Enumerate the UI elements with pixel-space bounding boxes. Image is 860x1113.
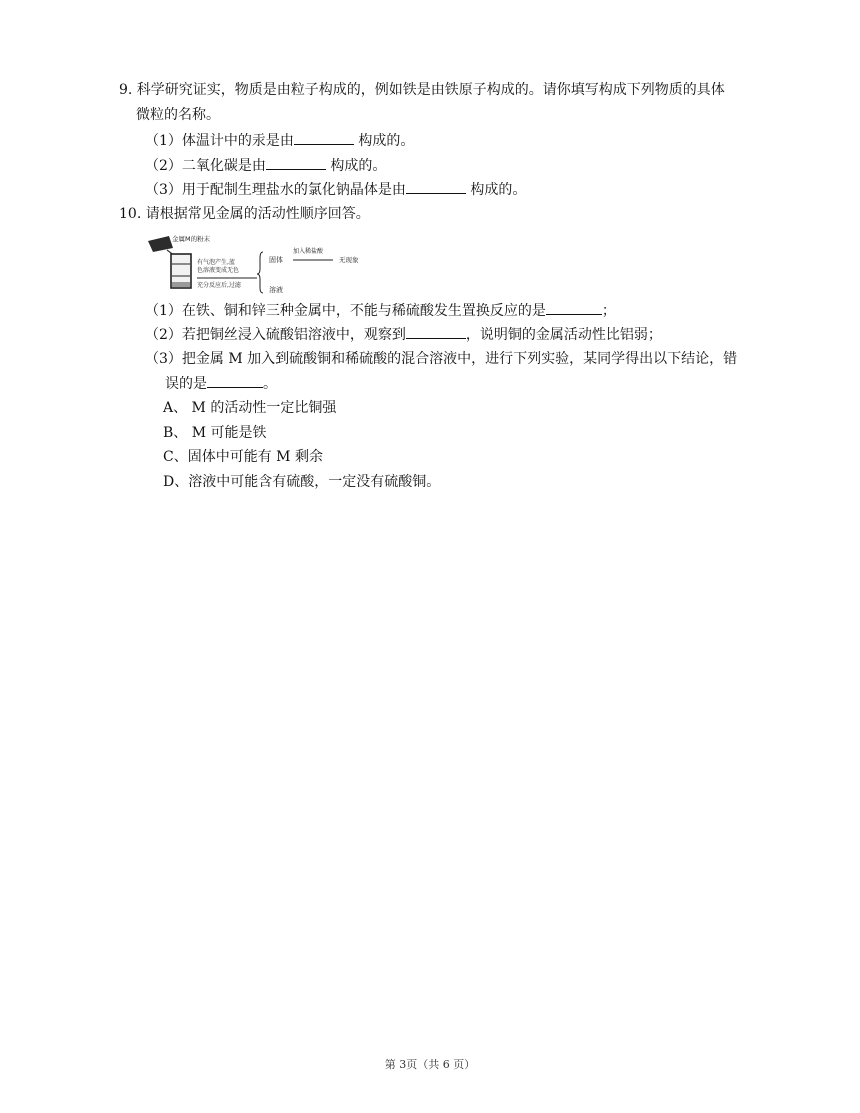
q9-item-1-suffix: 构成的。 [353, 133, 415, 149]
q10-item-1-suffix: ； [601, 303, 616, 319]
q10-item-1-text: （1）在铁、铜和锌三种金属中，不能与稀硫酸发生置换反应的是 [145, 303, 546, 319]
label-add-acid: 加入稀盐酸 [293, 248, 324, 255]
q9-item-2-text: （2）二氧化碳是由 [145, 158, 266, 174]
q9-item-3-text: （3）用于配制生理盐水的氯化钠晶体是由 [145, 182, 406, 198]
option-b: B、 M 可能是铁 [163, 425, 267, 441]
answer-blank[interactable] [406, 324, 466, 339]
q10-item-2-text: （2）若把铜丝浸入硫酸铝溶液中，观察到 [145, 327, 406, 343]
q9-item-2-suffix: 构成的。 [325, 158, 387, 174]
answer-blank[interactable] [406, 179, 466, 194]
page-footer: 第 3页（共 6 页） [384, 1058, 476, 1071]
label-metal: 金属M的粉末 [172, 235, 211, 243]
option-c: C、固体中可能有 M 剩余 [163, 449, 323, 465]
answer-blank[interactable] [546, 300, 602, 315]
answer-blank[interactable] [207, 373, 263, 388]
q9-intro-line2: 微粒的名称。 [136, 107, 220, 123]
option-d: D、溶液中可能含有硫酸，一定没有硫酸铜。 [163, 474, 441, 490]
experiment-diagram [145, 232, 393, 294]
q10-item-3-line2 [165, 373, 277, 394]
q10-item-3-text: 误的是 [165, 376, 207, 392]
q9-intro-line1: 9. 科学研究证实，物质是由粒子构成的，例如铁是由铁原子构成的。请你填写构成下列物质的具体 [119, 82, 725, 98]
q10-item-3-line1: （3）把金属 M 加入到硫酸铜和稀硫酸的混合溶液中，进行下列实验，某同学得出以下结论，错 [145, 351, 738, 367]
option-a: A、 M 的活动性一定比铜强 [163, 400, 337, 416]
label-solid: 固体 [269, 256, 283, 264]
q9-item-1 [145, 130, 414, 151]
q9-item-2 [145, 155, 386, 176]
q10-item-1 [145, 300, 616, 321]
q9-item-3 [145, 179, 526, 200]
q10-item-3-suffix: 。 [263, 376, 277, 392]
q10-item-2 [145, 324, 662, 345]
q9-item-1-text: （1）体温计中的汞是由 [145, 133, 294, 149]
label-solution: 溶液 [269, 286, 283, 294]
powder-packet-icon [148, 236, 173, 252]
bracket-icon [257, 252, 263, 293]
q9-item-3-suffix: 构成的。 [465, 182, 527, 198]
label-colorless: 色溶液变成无色 [197, 267, 240, 274]
answer-blank[interactable] [294, 130, 354, 145]
q10-item-2-suffix: ，说明铜的金属活动性比铝弱； [465, 327, 662, 343]
label-bubbles: 有气泡产生,蓝 [197, 259, 235, 266]
answer-blank[interactable] [266, 155, 326, 170]
q10-intro: 10. 请根据常见金属的活动性顺序回答。 [119, 206, 370, 222]
label-filter: 充分反应后,过滤 [197, 282, 241, 289]
label-no-change: 无现象 [339, 256, 359, 264]
